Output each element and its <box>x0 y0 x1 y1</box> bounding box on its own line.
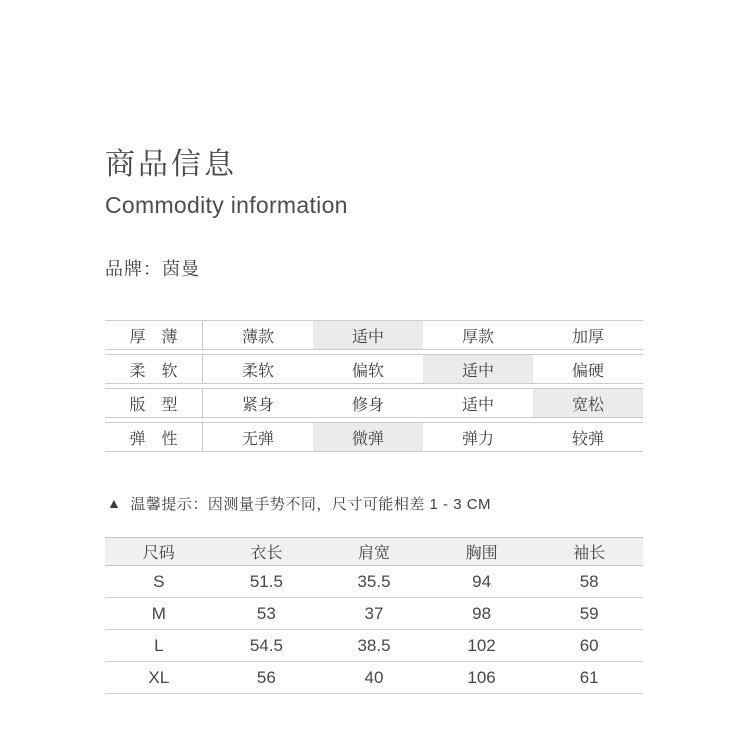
attribute-option-selected: 适中 <box>423 355 533 383</box>
size-cell-value: 56 <box>256 667 276 687</box>
measure-notice <box>107 493 491 514</box>
size-cell-value: 58 <box>579 571 599 591</box>
size-cell-value: 54.5 <box>249 635 283 655</box>
size-column-header: 尺码 <box>142 545 175 562</box>
size-cell-value: M <box>151 603 166 623</box>
attribute-option: 修身 <box>351 396 384 414</box>
page-subtitle: Commodity information <box>105 192 348 218</box>
attribute-row <box>105 388 643 418</box>
brand-value: 茵曼 <box>162 259 200 279</box>
attribute-row <box>105 320 643 350</box>
brand-line <box>105 255 200 281</box>
warning-triangle-icon: ▲ <box>107 494 122 511</box>
attribute-option: 紧身 <box>241 396 274 414</box>
attribute-option: 柔软 <box>241 362 274 380</box>
size-cell-value: 102 <box>467 635 496 655</box>
size-cell-value: 53 <box>256 603 276 623</box>
size-table-row <box>105 630 643 662</box>
size-cell-value: L <box>154 635 164 655</box>
brand-label: 品牌： <box>105 259 162 279</box>
attribute-row <box>105 354 643 384</box>
page-header <box>105 139 348 219</box>
size-cell-value: 94 <box>472 571 492 591</box>
attribute-table <box>105 320 643 456</box>
attribute-label: 柔 软 <box>105 355 203 383</box>
page-title: 商品信息 <box>105 148 237 181</box>
size-cell-value: 59 <box>579 603 599 623</box>
attribute-label: 弹 性 <box>105 423 203 451</box>
attribute-option: 厚款 <box>461 328 494 346</box>
size-cell-value: 98 <box>472 603 492 623</box>
size-table-row <box>105 598 643 630</box>
size-column-header: 胸围 <box>465 545 498 562</box>
attribute-option-selected: 适中 <box>313 321 423 349</box>
size-column-header: 肩宽 <box>357 545 390 562</box>
size-column-header: 袖长 <box>573 545 606 562</box>
attribute-option-selected: 宽松 <box>533 389 643 417</box>
attribute-option: 弹力 <box>461 430 494 448</box>
size-table-row <box>105 662 643 694</box>
attribute-label: 版 型 <box>105 389 203 417</box>
attribute-label: 厚 薄 <box>105 321 203 349</box>
attribute-row <box>105 422 643 452</box>
attribute-option: 薄款 <box>241 328 274 346</box>
size-cell-value: 35.5 <box>357 571 391 591</box>
size-table-row <box>105 566 643 598</box>
size-cell-value: XL <box>148 667 170 687</box>
attribute-option: 较弹 <box>571 430 604 448</box>
size-cell-value: 51.5 <box>249 571 283 591</box>
attribute-option: 无弹 <box>241 430 274 448</box>
size-cell-value: 37 <box>364 603 384 623</box>
attribute-option: 适中 <box>461 396 494 414</box>
size-cell-value: 60 <box>579 635 599 655</box>
size-cell-value: 61 <box>579 667 599 687</box>
attribute-option: 加厚 <box>571 328 604 346</box>
size-cell-value: 40 <box>364 667 384 687</box>
size-cell-value: S <box>153 571 165 591</box>
attribute-option: 偏硬 <box>571 362 604 380</box>
size-table-header <box>105 537 643 566</box>
attribute-option-selected: 微弹 <box>313 423 423 451</box>
size-column-header: 衣长 <box>250 545 283 562</box>
attribute-option: 偏软 <box>351 362 384 380</box>
measure-notice-text: 温馨提示：因测量手势不同，尺寸可能相差 1 - 3 CM <box>130 496 492 513</box>
size-cell-value: 106 <box>467 667 496 687</box>
size-table <box>105 537 643 694</box>
size-cell-value: 38.5 <box>357 635 391 655</box>
